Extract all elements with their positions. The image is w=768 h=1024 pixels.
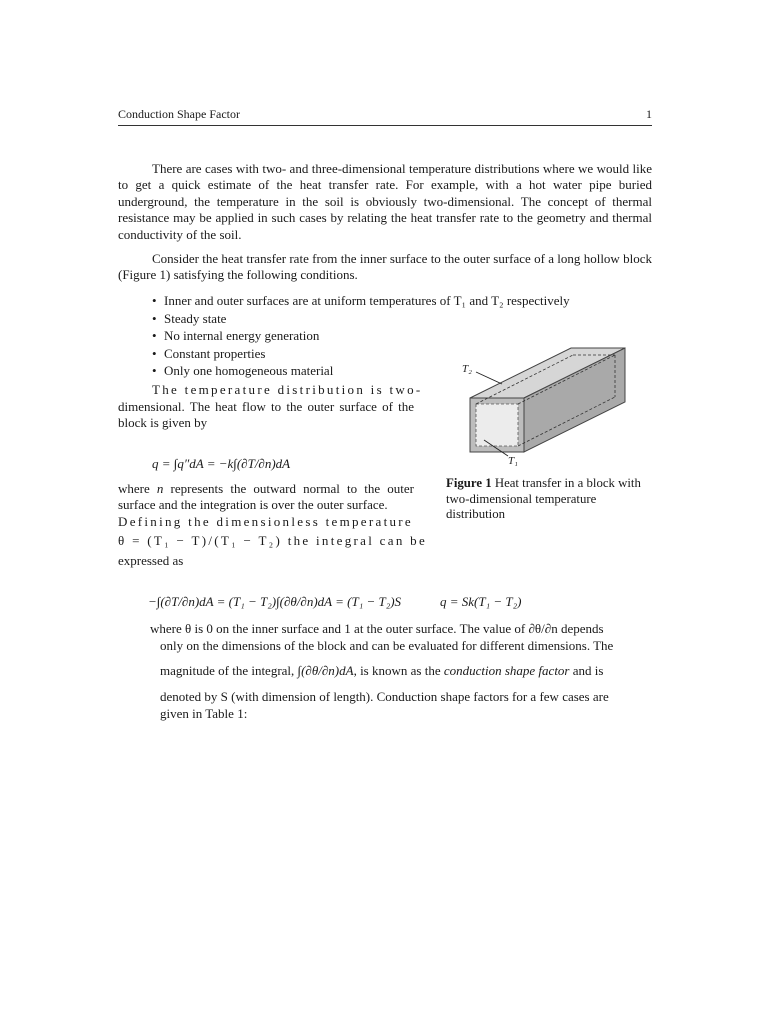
symbol-n: n (156, 481, 164, 496)
equation-heat-flow: q = ∫q″dA = −k∫(∂T/∂n)dA (152, 456, 291, 471)
list-item: • No internal energy generation (152, 327, 632, 345)
text-fragment: where (118, 481, 157, 496)
text-fragment: , is known as the (353, 663, 444, 678)
text-fragment: magnitude of the integral, (160, 663, 298, 678)
equation-expansion: −∫(∂T/∂n)dA = (T₁ − T₂)∫(∂θ/∂n)dA = (T₁ − T₂)S (148, 594, 402, 609)
paragraph-intro: There are cases with two- and three-dimensional temperature distributions where we would like to get a quick estimate of the heat transfer rate. For example, with a hot water pipe buried underground, the temperature in the soil is obviously two-dimensional. The concept of thermal resistance may be applied in such cases by relating the heat transfer rate to the geometry and thermal conductivity of the soil. (118, 161, 652, 242)
list-item: • Inner and outer surfaces are at uniform temperatures of T₁ and T₂ respectively (152, 292, 632, 310)
leader-line-t2 (476, 372, 502, 384)
figure-caption-label: Figure 1 (446, 476, 492, 490)
term-emphasis: conduction shape factor (443, 663, 570, 678)
figure-caption (446, 476, 646, 523)
paragraph-expressed: expressed as (118, 553, 184, 568)
paragraph-theta-line5: given in Table 1: (160, 706, 248, 721)
paragraph-theta-line4: denoted by S (with dimension of length). Conduction shape factors for a few cases are (160, 689, 609, 704)
paragraph-consider: Consider the heat transfer rate from the inner surface to the outer surface of a long hollow block (Figure 1) satisfying the following conditions. (118, 251, 652, 283)
paragraph-theta-line3 (160, 663, 660, 679)
figure-hollow-block (440, 340, 640, 470)
page-number: 1 (646, 107, 652, 121)
paragraph-defining: Defining the dimensionless temperature (118, 514, 413, 529)
equation-shape-factor: q = Sk(T₁ − T₂) (440, 594, 522, 609)
paragraph-where-n (118, 481, 414, 514)
list-item: • Steady state (152, 310, 632, 328)
paragraph-theta-line1: where θ is 0 on the inner surface and 1 at the outer surface. The value of ∂θ/∂n depends (150, 621, 604, 636)
label-t1: T₁ (508, 455, 518, 467)
figure-caption-text: Heat transfer in a block with two-dimensional temperature distribution (446, 476, 641, 521)
equation-integral: ∫(∂θ/∂n)dA (297, 663, 354, 678)
text-fragment: and is (569, 663, 604, 678)
block-inner-hole (476, 404, 518, 446)
paragraph-distribution: dimensional. The heat flow to the outer surface of the block is given by (118, 399, 414, 431)
paragraph-theta-line2: only on the dimensions of the block and can be evaluated for different dimensions. The (160, 638, 614, 653)
list-item: • Constant properties (152, 345, 632, 363)
paragraph-distribution-line1: The temperature distribution is two- (152, 382, 423, 397)
list-item: • Only one homogeneous material (152, 362, 632, 380)
running-header (118, 107, 652, 126)
paragraph-theta-definition: θ = (T₁ − T)/(T₁ − T₂) the integral can be (118, 533, 428, 548)
header-title: Conduction Shape Factor (118, 107, 240, 121)
text-fragment: represents the outward normal to the outer surface and the integration is over the outer surface. (118, 481, 414, 513)
label-t2: T₂ (462, 363, 472, 375)
